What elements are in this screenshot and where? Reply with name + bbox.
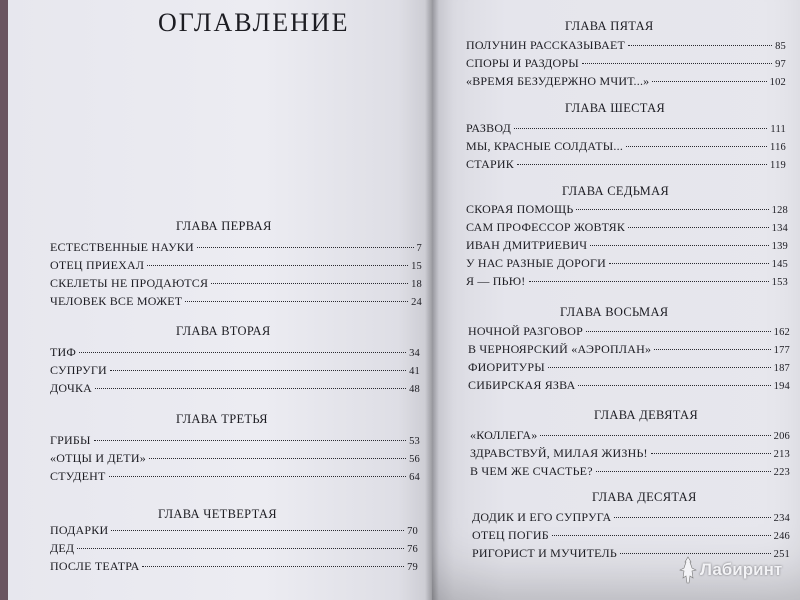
dot-leader: [94, 440, 406, 441]
entry-title: ОТЕЦ ПОГИБ: [472, 528, 549, 542]
entry-page: 24: [411, 297, 422, 308]
entry-page: 223: [773, 467, 790, 478]
entry-title: В ЧЕМ ЖЕ СЧАСТЬЕ?: [470, 464, 593, 478]
entry-page: 119: [770, 160, 786, 171]
dot-leader: [529, 281, 769, 282]
entry-title: ЕСТЕСТВЕННЫЕ НАУКИ: [50, 240, 194, 254]
dot-leader: [626, 146, 767, 147]
entry-title: СТАРИК: [466, 157, 514, 171]
dot-leader: [149, 458, 406, 459]
dot-leader: [211, 283, 408, 284]
entry-title: ДЕД: [50, 541, 75, 555]
entry-page: 162: [773, 327, 790, 338]
entry-page: 234: [773, 513, 790, 524]
toc-entry: [466, 139, 786, 154]
dot-leader: [620, 553, 771, 554]
toc-entry: [466, 157, 786, 172]
entry-title: СУПРУГИ: [50, 363, 107, 377]
entry-title: ЧЕЛОВЕК ВСЕ МОЖЕТ: [50, 294, 183, 308]
dot-leader: [142, 566, 404, 567]
entry-page: 97: [775, 59, 786, 70]
labyrinth-minotaur-icon: [678, 556, 698, 584]
entry-page: 187: [773, 363, 790, 374]
chapter-title: ГЛАВА ШЕСТАЯ: [565, 101, 666, 115]
entry-title: МЫ, КРАСНЫЕ СОЛДАТЫ...: [466, 139, 624, 153]
entry-title: РИГОРИСТ И МУЧИТЕЛЬ: [472, 546, 617, 560]
toc-entry: [466, 238, 788, 253]
entry-page: 102: [769, 77, 786, 88]
toc-entry: [468, 324, 790, 339]
toc-entry: [50, 345, 420, 360]
entry-page: 145: [771, 259, 788, 270]
entry-title: ПОСЛЕ ТЕАТРА: [50, 559, 140, 573]
toc-entry: [466, 274, 788, 289]
toc-entry: [468, 342, 790, 357]
toc-entry: [50, 523, 418, 538]
entry-title: ОТЕЦ ПРИЕХАЛ: [50, 258, 145, 272]
right-page: [432, 0, 800, 600]
entry-title: ПОЛУНИН РАССКАЗЫВАЕТ: [466, 38, 626, 52]
entry-page: 116: [770, 142, 786, 153]
entry-title: ДОДИК И ЕГО СУПРУГА: [472, 510, 612, 524]
entry-page: 246: [773, 531, 790, 542]
entry-title: «ОТЦЫ И ДЕТИ»: [50, 451, 146, 465]
dot-leader: [110, 370, 406, 371]
toc-heading: ОГЛАВЛЕНИЕ: [158, 8, 350, 37]
toc-entry: [466, 56, 786, 71]
dot-leader: [586, 331, 771, 332]
entry-title: ФИОРИТУРЫ: [468, 360, 545, 374]
dot-leader: [540, 435, 770, 436]
toc-entry: [466, 74, 786, 89]
entry-title: СКОРАЯ ПОМОЩЬ: [466, 202, 574, 216]
entry-page: 34: [409, 348, 420, 359]
entry-title: Я — ПЬЮ!: [466, 274, 526, 288]
dot-leader: [578, 385, 770, 386]
entry-title: ГРИБЫ: [50, 433, 91, 447]
toc-entry: [50, 469, 420, 484]
toc-entry: [50, 258, 422, 273]
dot-leader: [111, 530, 404, 531]
left-page: [8, 0, 432, 600]
chapter-title: ГЛАВА ВТОРАЯ: [176, 324, 271, 338]
entry-page: 56: [409, 454, 420, 465]
entry-title: «ВРЕМЯ БЕЗУДЕРЖНО МЧИТ...»: [466, 74, 650, 88]
chapter-title: ГЛАВА ТРЕТЬЯ: [176, 412, 268, 426]
toc-entry: [50, 276, 422, 291]
dot-leader: [590, 245, 768, 246]
dot-leader: [77, 548, 404, 549]
dot-leader: [548, 367, 771, 368]
entry-page: 41: [409, 366, 420, 377]
toc-entry: [470, 428, 790, 443]
chapter-title: ГЛАВА ДЕСЯТАЯ: [592, 490, 697, 504]
entry-page: 7: [416, 243, 422, 254]
entry-page: 111: [770, 124, 786, 135]
dot-leader: [654, 349, 770, 350]
dot-leader: [552, 535, 771, 536]
dot-leader: [609, 263, 769, 264]
dot-leader: [514, 128, 767, 129]
dot-leader: [79, 352, 406, 353]
toc-entry: [468, 360, 790, 375]
dot-leader: [95, 388, 406, 389]
toc-entry: [50, 294, 422, 309]
entry-title: У НАС РАЗНЫЕ ДОРОГИ: [466, 256, 606, 270]
toc-entry: [50, 363, 420, 378]
entry-title: СПОРЫ И РАЗДОРЫ: [466, 56, 579, 70]
entry-title: СКЕЛЕТЫ НЕ ПРОДАЮТСЯ: [50, 276, 209, 290]
toc-entry: [466, 220, 788, 235]
entry-title: СИБИРСКАЯ ЯЗВА: [468, 378, 576, 392]
entry-page: 64: [409, 472, 420, 483]
dot-leader: [517, 164, 767, 165]
entry-page: 213: [773, 449, 790, 460]
chapter-title: ГЛАВА ВОСЬМАЯ: [560, 305, 669, 319]
toc-entry: [470, 446, 790, 461]
entry-title: ТИФ: [50, 345, 77, 359]
toc-entry: [466, 256, 788, 271]
dot-leader: [185, 301, 408, 302]
chapter-title: ГЛАВА ПЯТАЯ: [565, 19, 654, 33]
dot-leader: [109, 476, 407, 477]
entry-title: ИВАН ДМИТРИЕВИЧ: [466, 238, 588, 252]
entry-page: 85: [775, 41, 786, 52]
entry-title: В ЧЕРНОЯРСКИЙ «АЭРОПЛАН»: [468, 342, 652, 356]
entry-title: РАЗВОД: [466, 121, 511, 135]
chapter-title: ГЛАВА ЧЕТВЕРТАЯ: [158, 507, 277, 521]
dot-leader: [197, 247, 414, 248]
entry-page: 206: [773, 431, 790, 442]
entry-page: 251: [773, 549, 790, 560]
entry-page: 153: [771, 277, 788, 288]
dot-leader: [614, 517, 770, 518]
watermark: [678, 556, 782, 584]
toc-entry: [50, 381, 420, 396]
toc-entry: [50, 559, 418, 574]
toc-entry: [472, 510, 790, 525]
entry-page: 134: [771, 223, 788, 234]
toc-entry: [466, 38, 786, 53]
entry-title: САМ ПРОФЕССОР ЖОВТЯК: [466, 220, 626, 234]
entry-page: 139: [771, 241, 788, 252]
chapter-title: ГЛАВА ДЕВЯТАЯ: [594, 408, 698, 422]
entry-title: «КОЛЛЕГА»: [470, 428, 538, 442]
watermark-name: Лабиринт: [700, 560, 783, 579]
entry-title: ДОЧКА: [50, 381, 93, 395]
dot-leader: [596, 471, 771, 472]
entry-page: 79: [407, 562, 418, 573]
entry-page: 194: [773, 381, 790, 392]
dot-leader: [652, 81, 766, 82]
entry-title: ЗДРАВСТВУЙ, МИЛАЯ ЖИЗНЬ!: [470, 446, 648, 460]
toc-entry: [50, 240, 422, 255]
toc-entry: [466, 202, 788, 217]
entry-page: 76: [407, 544, 418, 555]
dot-leader: [576, 209, 768, 210]
dot-leader: [147, 265, 408, 266]
dot-leader: [628, 227, 769, 228]
entry-page: 70: [407, 526, 418, 537]
entry-page: 128: [771, 205, 788, 216]
entry-page: 18: [411, 279, 422, 290]
entry-title: СТУДЕНТ: [50, 469, 106, 483]
toc-entry: [50, 451, 420, 466]
entry-title: ПОДАРКИ: [50, 523, 109, 537]
toc-entry: [50, 541, 418, 556]
chapter-title: ГЛАВА ПЕРВАЯ: [176, 219, 272, 233]
toc-entry: [468, 378, 790, 393]
entry-title: НОЧНОЙ РАЗГОВОР: [468, 324, 583, 338]
toc-entry: [470, 464, 790, 479]
toc-entry: [466, 121, 786, 136]
entry-page: 15: [411, 261, 422, 272]
dot-leader: [628, 45, 772, 46]
dot-leader: [651, 453, 771, 454]
toc-entry: [472, 528, 790, 543]
chapter-title: ГЛАВА СЕДЬМАЯ: [562, 184, 670, 198]
dot-leader: [582, 63, 772, 64]
toc-entry: [50, 433, 420, 448]
entry-page: 53: [409, 436, 420, 447]
entry-page: 48: [409, 384, 420, 395]
entry-page: 177: [773, 345, 790, 356]
